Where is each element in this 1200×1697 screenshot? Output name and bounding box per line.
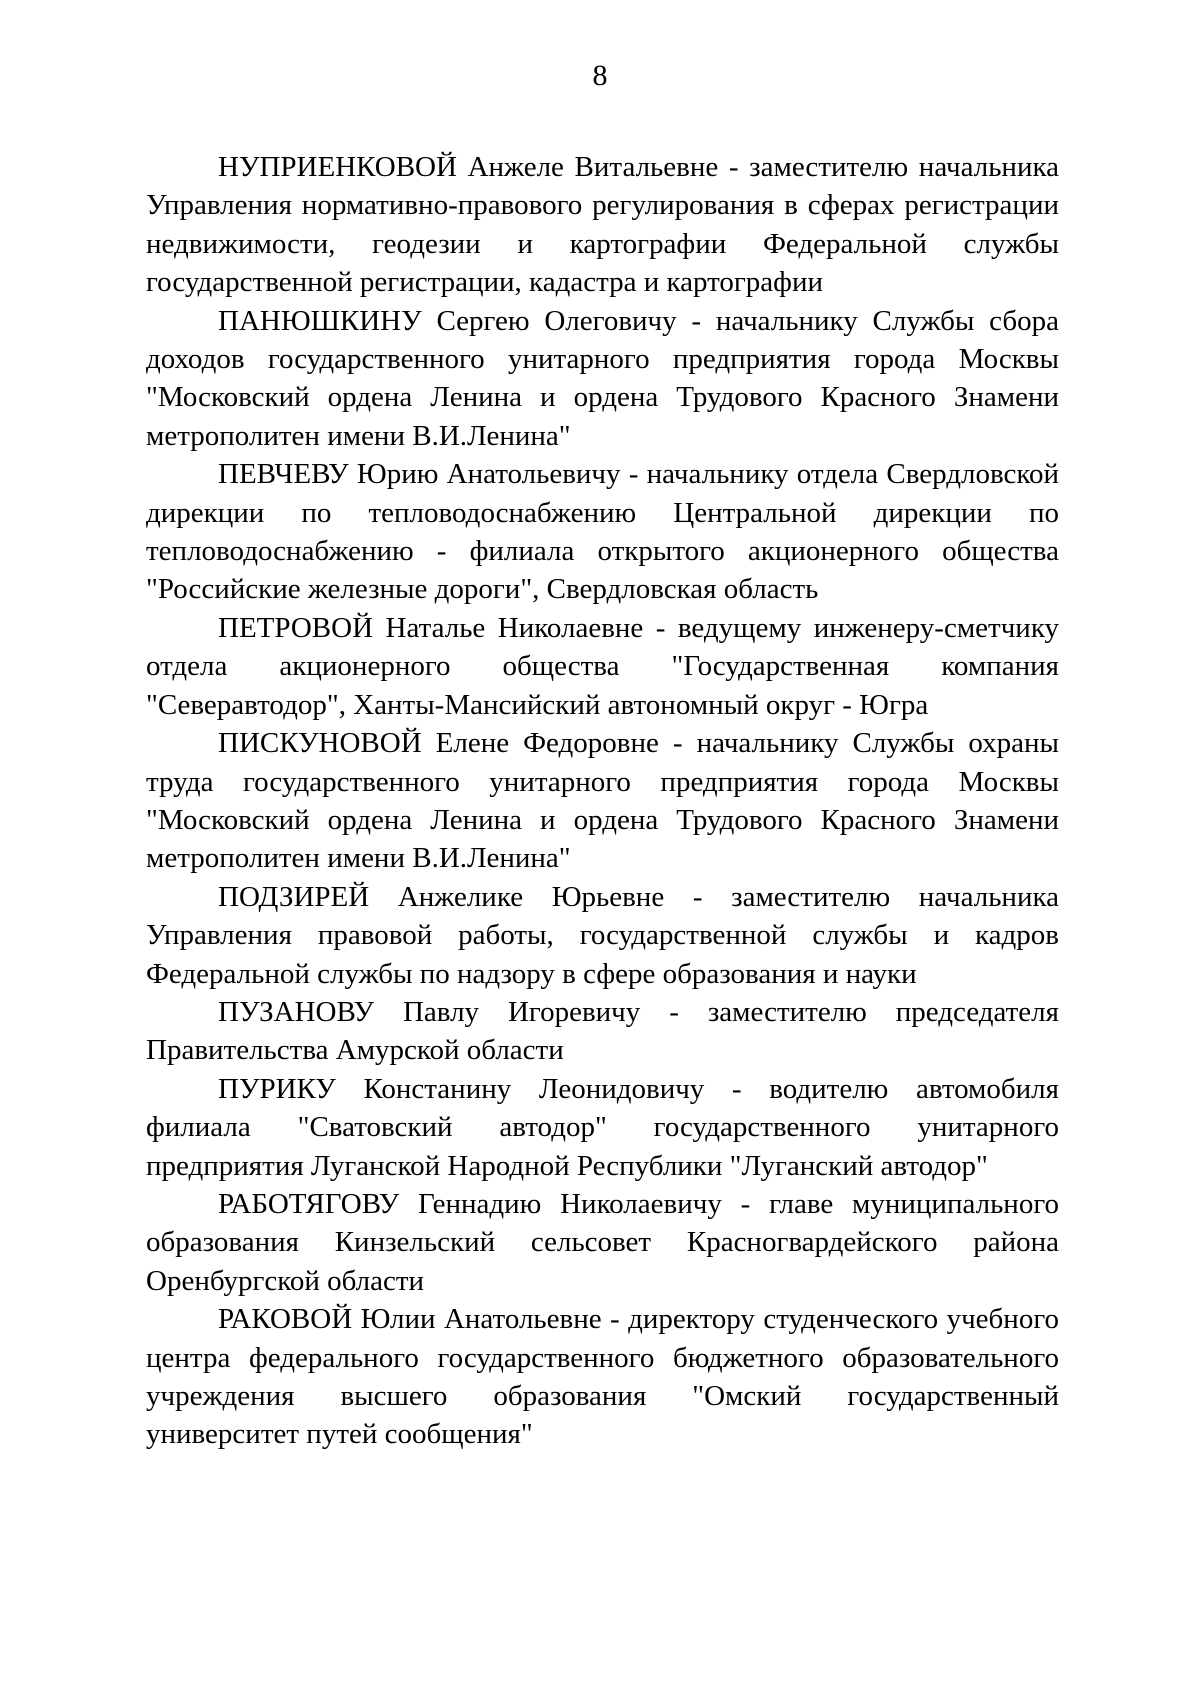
award-entry — [146, 993, 1059, 1070]
award-entry — [146, 302, 1059, 456]
document-body — [146, 148, 1059, 1454]
recipient-details: Юрию Анатольевичу - начальнику отдела Свердловской дирекции по тепловодоснабжению Центральной дирекции по тепловодоснабжению - филиала открытого акционерного общества "Российские железные дороги", Свердловская область — [146, 458, 1059, 606]
recipient-details: Павлу Игоревичу - заместителю председателя Правительства Амурской области — [146, 995, 1059, 1067]
recipient-surname: ПЕТРОВОЙ — [218, 611, 374, 644]
recipient-surname: РАБОТЯГОВУ — [218, 1187, 400, 1220]
award-entry — [146, 878, 1059, 993]
recipient-details: Юлии Анатольевне - директору студенческого учебного центра федерального государственного бюджетного образовательного учреждения высшего образования "Омский государственный университет путей сообщения" — [146, 1303, 1059, 1451]
recipient-surname: ПИСКУНОВОЙ — [218, 727, 422, 760]
award-entry — [146, 724, 1059, 878]
award-entry — [146, 1185, 1059, 1300]
recipient-details: Елене Федоровне - начальнику Службы охраны труда государственного унитарного предприятия города Москвы "Московский ордена Ленина и ордена Трудового Красного Знамени метрополитен имени В.И.Ленина" — [146, 727, 1059, 875]
award-entry — [146, 455, 1059, 609]
recipient-surname: ПЕВЧЕВУ — [218, 458, 349, 491]
recipient-surname: ПОДЗИРЕЙ — [218, 880, 370, 913]
recipient-details: Геннадию Николаевичу - главе муниципального образования Кинзельский сельсовет Красногвардейского района Оренбургской области — [146, 1187, 1059, 1297]
recipient-surname: ПУРИКУ — [218, 1072, 336, 1105]
recipient-surname: ПУЗАНОВУ — [218, 995, 374, 1028]
recipient-details: Анжелике Юрьевне - заместителю начальника Управления правовой работы, государственной службы и кадров Федеральной службы по надзору в сфере образования и науки — [146, 880, 1059, 990]
recipient-details: Сергею Олеговичу - начальнику Службы сбора доходов государственного унитарного предприятия города Москвы "Московский ордена Ленина и ордена Трудового Красного Знамени метрополитен имени В.И.Ленина" — [146, 304, 1059, 452]
recipient-details: Констанину Леонидовичу - водителю автомобиля филиала "Сватовский автодор" государственного унитарного предприятия Луганской Народной Республики "Луганский автодор" — [146, 1072, 1059, 1182]
award-entry — [146, 148, 1059, 302]
recipient-details: Анжеле Витальевне - заместителю начальника Управления нормативно-правового регулирования в сферах регистрации недвижимости, геодезии и картографии Федеральной службы государственной регистрации, кадастра и картографии — [146, 151, 1059, 299]
award-entry — [146, 1300, 1059, 1454]
recipient-surname: ПАНЮШКИНУ — [218, 304, 422, 337]
recipient-details: Наталье Николаевне - ведущему инженеру-сметчику отдела акционерного общества "Государственная компания "Северавтодор", Ханты-Мансийский автономный округ - Югра — [146, 611, 1059, 721]
recipient-surname: РАКОВОЙ — [218, 1303, 353, 1336]
award-entry — [146, 1070, 1059, 1185]
page-number: 8 — [592, 59, 608, 92]
recipient-surname: НУПРИЕНКОВОЙ — [218, 151, 457, 183]
award-entry — [146, 609, 1059, 724]
